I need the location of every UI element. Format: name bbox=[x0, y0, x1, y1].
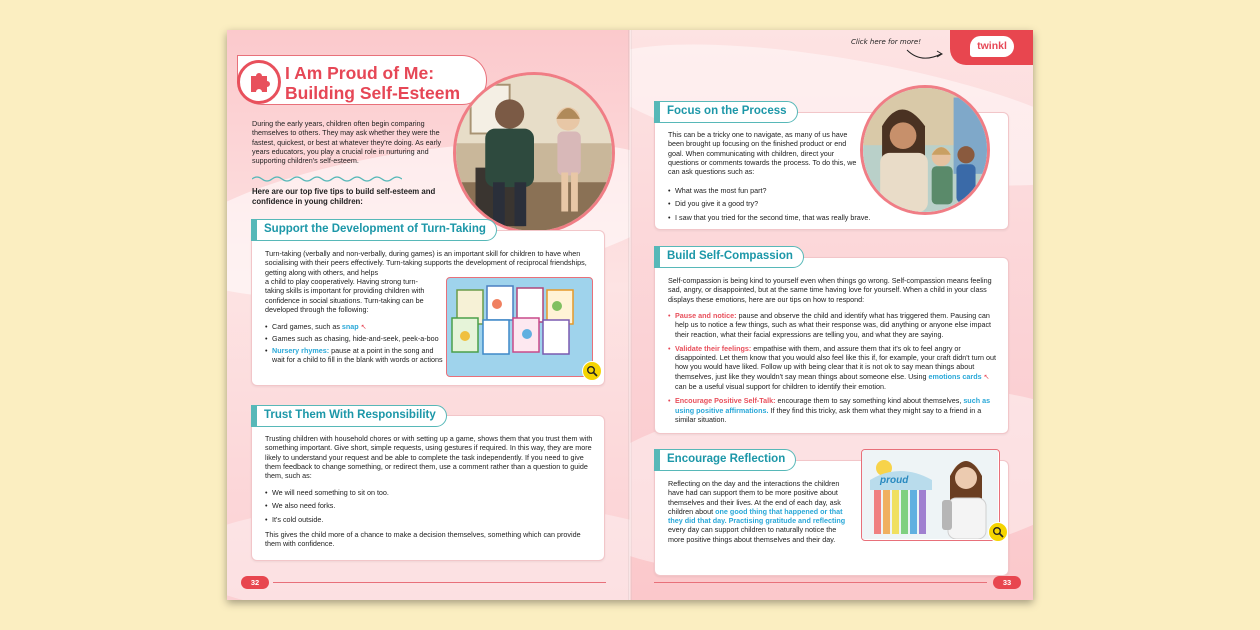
list-item: • Nursery rhymes: pause at a point in the song and wait for a child to fill in the blank with words or actions bbox=[265, 346, 445, 365]
turn-taking-card bbox=[251, 230, 605, 386]
list-item: • It's cold outside. bbox=[265, 515, 595, 524]
compassion-heading: Build Self-Compassion bbox=[654, 246, 804, 268]
poster-word: proud bbox=[880, 475, 909, 486]
responsibility-para: Trusting children with household chores or with setting up a game, shows them that you trust them with something important. Give short, simple requests, using gestures if required. In this way, they are more likely to understand your request and be able to complete the task independently. If you need to give them feedback to change something, or redirect them, use a comment rather than a question to guide them, such as: bbox=[265, 434, 593, 481]
list-item: • We also need forks. bbox=[265, 501, 595, 510]
magnify-icon[interactable] bbox=[582, 361, 602, 381]
responsibility-heading: Trust Them With Responsibility bbox=[251, 405, 447, 427]
teacher-children-photo bbox=[860, 85, 990, 215]
page-title: I Am Proud of Me: Building Self-Esteem bbox=[285, 63, 461, 103]
turn-taking-para-2: a child to play cooperatively. Having strong turn-taking skills is important for providing children with confidence in social situations. Turn-taking can be developed through the following: bbox=[265, 277, 425, 314]
emotions-cards-link[interactable]: emotions cards bbox=[928, 371, 982, 381]
list-item: • Games such as chasing, hide-and-seek, peek-a-boo bbox=[265, 334, 445, 343]
responsibility-list bbox=[265, 488, 595, 528]
gratitude-link[interactable]: one good thing that happened or that they did that day. Practising gratitude and reflecting bbox=[668, 506, 846, 526]
magnify-icon[interactable] bbox=[988, 522, 1008, 542]
list-item: • We will need something to sit on too. bbox=[265, 488, 595, 497]
process-heading: Focus on the Process bbox=[654, 101, 798, 123]
cards-resource-image bbox=[446, 277, 593, 377]
proud-poster-image bbox=[861, 449, 1000, 541]
puzzle-icon bbox=[237, 60, 281, 104]
turn-taking-para: Turn-taking (verbally and non-verbally, during games) is an important skill for children to have when socialising with their peers effectively. Turn-taking supports the development of reciprocal friendships, getting along with others, and helps bbox=[265, 249, 587, 277]
responsibility-closing: This gives the child more of a chance to make a decision themselves, something which can provide them with confidence. bbox=[265, 530, 581, 549]
nursery-rhymes-link[interactable]: Nursery rhymes: bbox=[272, 345, 330, 355]
list-item: • Validate their feelings: empathise with them, and assure them that it's ok to feel angry or disappointed. Let them know that you would also feel like this if, for example, your craft didn't turn out how you would have liked. Follow up with being clear that it is not ok to say mean things about themselves, just like they wouldn't say mean things about someone else. Using emotions cards ↖ can be a useful visual support for children to identify their emotion. bbox=[668, 344, 998, 391]
footer-rule bbox=[273, 582, 606, 583]
compassion-para: Self-compassion is being kind to yourself even when things go wrong. Self-compassion means feeling sad, angry, or disappointed, but at the same time having love for yourself. When a child in your class displays these emotions, here are our tips on how to respond: bbox=[668, 276, 992, 304]
intro-paragraph: During the early years, children often begin comparing themselves to others. They may ask whether they were the fastest, quickest, or best at whatever they're doing. As early years educators, you play a crucial role in nurturing and supporting children's self-esteem. bbox=[252, 119, 442, 166]
list-item: • Encourage Positive Self-Talk: encourage them to say something kind about themselves, such as using positive affirmations. If they find this tricky, ask them what they might say to a friend in a similar situation. bbox=[668, 396, 998, 424]
footer-rule bbox=[654, 582, 987, 583]
turn-taking-heading: Support the Development of Turn-Taking bbox=[251, 219, 497, 241]
right-page bbox=[630, 30, 1033, 600]
list-item: • I saw that you tried for the second time, that was really brave. bbox=[668, 213, 998, 222]
responsibility-card bbox=[251, 415, 605, 561]
list-item: • Did you give it a good try? bbox=[668, 199, 998, 208]
affirmations-link[interactable]: such as using positive affirmations. bbox=[675, 396, 991, 415]
arrow-icon bbox=[905, 44, 947, 62]
page-number-left: 32 bbox=[241, 576, 269, 589]
twinkl-logo[interactable]: twinkl bbox=[970, 36, 1014, 57]
compassion-list bbox=[668, 311, 998, 426]
booklet-spread bbox=[227, 30, 1033, 600]
decorative-wave bbox=[252, 175, 402, 183]
list-item: • Pause and notice: pause and observe the child and identify what has triggered them. Pausing can help us to notice a few things, such as what their response was, did anything or anyone else impact their reaction, what their facial expressions are telling you, and what they are saying. bbox=[668, 311, 998, 339]
process-para: This can be a tricky one to navigate, as many of us have been brought up focusing on the finished product or end goal. When communicating with children, direct your questions or comments towards the process. To do this, we can ask questions such as: bbox=[668, 130, 857, 177]
list-item: • What was the most fun part? bbox=[668, 186, 998, 195]
snap-link[interactable]: snap bbox=[341, 322, 359, 331]
teacher-child-photo bbox=[453, 72, 615, 234]
click-more-link[interactable]: Click here for more! bbox=[851, 38, 921, 46]
turn-taking-list bbox=[265, 322, 445, 366]
left-page bbox=[227, 30, 630, 600]
reflection-heading: Encourage Reflection bbox=[654, 449, 796, 471]
page-number-right: 33 bbox=[993, 576, 1021, 589]
reflection-para: Reflecting on the day and the interactions the children have had can support them to be more positive about themselves and their lives. At the end of each day, ask children about one good thing that happened or that they did that day. Practising gratitude and reflecting every day can support children to naturally notice the more positive things about themselves and their day. bbox=[668, 479, 846, 544]
list-item: • Card games, such as snap ↖ bbox=[265, 322, 445, 332]
page-gutter bbox=[628, 30, 632, 600]
top-tips-heading: Here are our top five tips to build self-esteem and confidence in young children: bbox=[252, 187, 436, 206]
compassion-card bbox=[654, 257, 1009, 434]
